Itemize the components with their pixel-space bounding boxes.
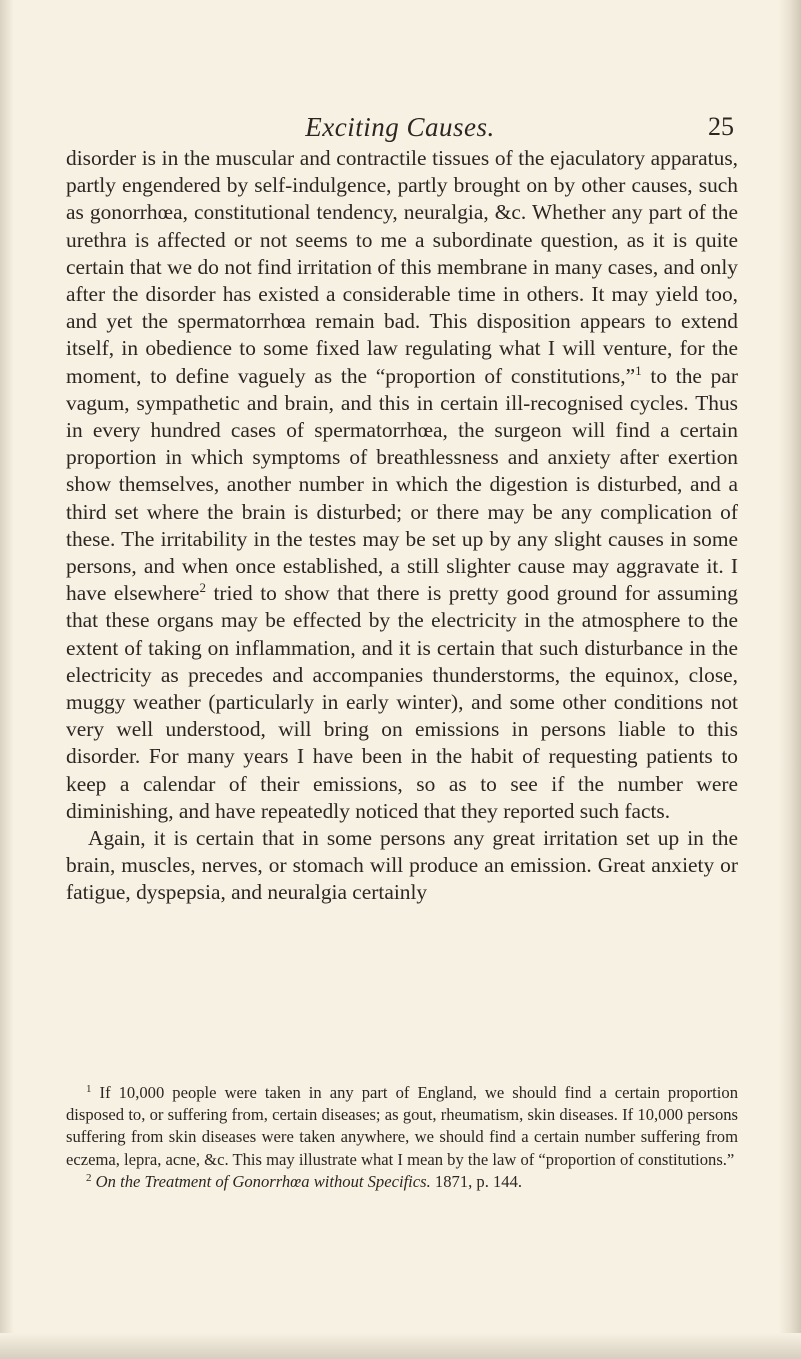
scan-edge-bottom (0, 1333, 801, 1359)
page-number: 25 (708, 112, 734, 141)
footnote-ref-2: 2 (199, 580, 206, 596)
footnote-text: 1871, p. 144. (434, 1171, 523, 1191)
footnote-2 (66, 1171, 738, 1193)
paragraph-1-part-3: tried to show that there is pretty good ground for assuming that these organs may be effected by the electricity in the atmosphere to the extent of taking on inflammation, and it is certain that such disturbance in the electricity as precedes and accompanies thunderstorms, the equinox, close, muggy weather (particularly in early winter), and some other conditions not very well understood, will bring on emissions in persons liable to this disorder. For many years I have been in the habit of requesting patients to keep a calendar of their emissions, so as to see if the number were diminishing, and have repeatedly noticed that they reported such facts. (66, 581, 738, 823)
paragraph-1-part-1: disorder is in the muscular and contractile tissues of the ejaculatory apparatus, partly engendered by self-indulgence, partly brought on by other causes, such as gonorrhœa, constitutional tendency, neuralgia, &c. Whether any part of the urethra is affected or not seems to me a subordinate question, as it is quite certain that we do not find irritation of this membrane in many cases, and only after the disorder has existed a considerable time in others. It may yield too, and yet the spermatorrhœa remain bad. This disposition appears to extend itself, in obedience to some fixed law regulating what I will venture, for the moment, to define vaguely as the “proportion of constitutions,” (66, 146, 738, 388)
scan-edge-left (0, 0, 14, 1359)
footnote-marker: 2 (86, 1171, 92, 1184)
footnote-1 (66, 1082, 738, 1171)
footnote-text: If 10,000 people were taken in any part of England, we should find a certain proportion disposed to, or suffering from, certain diseases; as gout, rheumatism, skin diseases. If 10,000 persons suffering from skin diseases were taken anywhere, we should find a certain number suffering from eczema, lepra, acne, &c. This may illustrate what I mean by the law of “proportion of constitutions.” (66, 1083, 738, 1169)
footnote-marker: 1 (86, 1083, 92, 1095)
footnotes (66, 1082, 738, 1193)
scan-edge-right (779, 0, 801, 1359)
body-text (66, 145, 738, 907)
paragraph-2: Again, it is certain that in some persons any great irritation set up in the brain, muscles, nerves, or stomach will produce an emission. Great anxiety or fatigue, dyspepsia, and neuralgia certainly (66, 826, 738, 905)
paragraph-1 (66, 145, 738, 825)
paragraph-1-part-2: to the par vagum, sympathetic and brain, and this in certain ill-recognised cycles. Thus in every hundred cases of spermatorrhœa, the surgeon will find a certain proportion in which symptoms of breathlessness and anxiety after exertion show themselves, another number in which the digestion is disturbed, and a third set where the brain is disturbed; or there may be any complication of these. The irritability in the testes may be set up by any slight causes in some persons, and when once established, a still slighter cause may aggravate it. I have elsewhere (66, 363, 738, 606)
footnote-ref-1: 1 (635, 362, 642, 378)
footnote-book-title: On the Treatment of Gonorrhœa without Specifics. (95, 1171, 431, 1191)
running-title: Exciting Causes. (305, 112, 495, 142)
